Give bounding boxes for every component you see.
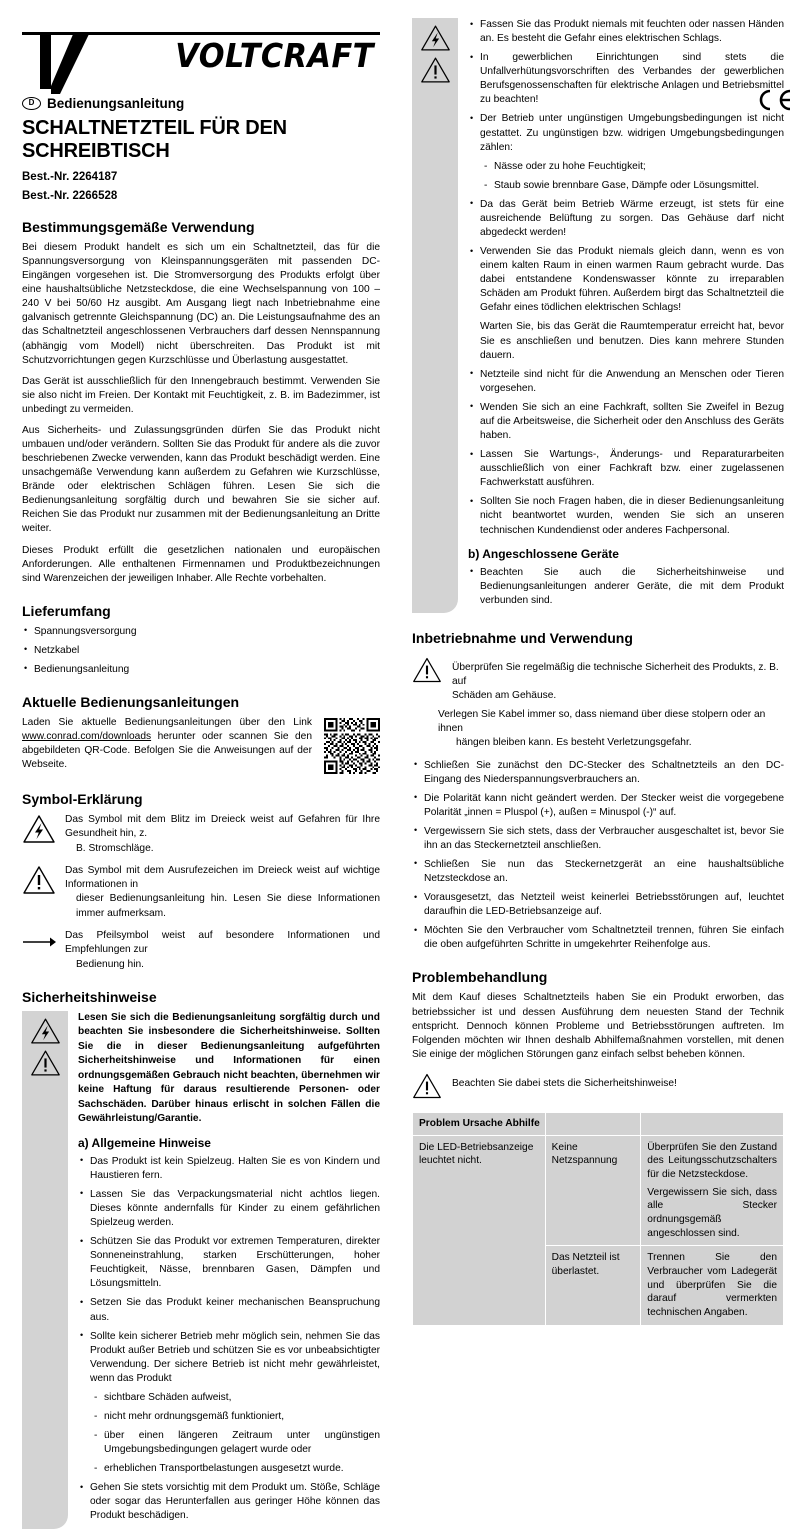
section-current-manuals-heading: Aktuelle Bedienungsanleitungen [22,694,240,711]
table-header [413,1112,784,1135]
downloads-link[interactable]: www.conrad.com/downloads [22,731,152,743]
intended-use-paragraph-3: Aus Sicherheits- und Zulassungsgründen dürfen Sie das Produkt nicht umbauen und/oder verändern. Sollten Sie das Produkt für andere als die zuvor beschriebenen Zwecke verwenden, kann das Produkt beschädigt werden. Eine unsachgemäße Verwendung kann außerdem zu Gefahren wie Kurzschlüsse, Brände oder elektrischen Schlägen führen. Lesen Sie sich die Bedienungsanleitung sorgfältig durch und bewahren Sie sie sicher auf. Reichen Sie das Produkt nur zusammen mit der Bedienungsanleitung an Dritte weiter. [22,424,380,535]
table-header-row [413,1112,784,1135]
list-item: • Verwenden Sie das Produkt niemals gleich dann, wenn es von einem kalten Raum in einen warmen Raum gebracht wurde. Das dabei entstandene Kondenswasser könnte zu irreparablen Schäden am Produkt führen. Außerdem birgt das Schaltnetzteil die Gefahr eines tödlichen elektrischen Schlags! [468,245,784,315]
language-badge: D [22,97,41,110]
symbol-arrow-line1: Das Pfeilsymbol weist auf besondere Informationen und Empfehlungen zur [65,930,380,956]
safety-continued-list-1 [468,18,784,155]
list-item: • In gewerblichen Einrichtungen sind stets die Unfallverhütungsvorschriften des Verbandes der gewerblichen Berufsgenossenschaften für elektrische Anlagen und Betriebsmittel zu beachten! [468,51,784,107]
section-intended-use-heading: Bestimmungsgemäße Verwendung [22,219,255,235]
list-item: • Beachten Sie auch die Sicherheitshinweise und Bedienungsanleitungen anderer Geräte, die mit dem Produkt verbunden sind. [468,566,784,608]
arrow-right-icon [22,929,56,955]
list-item: • Sollten Sie noch Fragen haben, die in dieser Bedienungsanleitung nicht beantwortet wurden, wenden Sie sich an unseren technischen Kundendienst oder anderes Fachpersonal. [468,495,784,537]
document-type-row [22,96,380,111]
safety-continued-list-2 [468,198,784,316]
safety-intro-text: Lesen Sie sich die Bedienungsanleitung sorgfältig durch und beachten Sie insbesondere die Sicherheitshinweise. Sollten Sie die in dieser Bedienungsanleitung aufgeführten Sicherheitshinweise und Informationen für einen ordnungsgemäßen Gebrauch nicht beachten, übernehmen wir keine Haftung für daraus resultierende Personen- oder Sachschäden. Darüber hinaus erlischt in solchen Fällen die Gewährleistung/Garantie. [78,1011,380,1125]
section-troubleshooting-heading: Problembehandlung [412,969,548,986]
symbol-warning-text [65,864,380,921]
list-item: • Schließen Sie nun das Steckernetzgerät an eine haushaltsübliche Netzsteckdose an. [412,858,784,886]
order-number-2: Best.-Nr. 2266528 [22,190,118,202]
remedy-paragraph-2: Vergewissern Sie sich, dass alle Stecker ordnungsgemäß angeschlossen sind. [647,1186,777,1239]
table-cell-problem: Die LED-Betriebsanzeige leuchtet nicht. [413,1135,546,1325]
list-item: • Die Polarität kann nicht geändert werden. Der Stecker weist die vorgegebene Polarität „innen = Pluspol (+), außen = Minuspol (-)“ auf. [412,792,784,820]
operation-note-line2: Schäden am Gehäuse. [452,690,557,702]
list-item: • Fassen Sie das Produkt niemals mit feuchten oder nassen Händen an. Es besteht die Gefahr eines elektrischen Schlags. [468,18,784,46]
list-item: • Vergewissern Sie sich stets, dass der Verbraucher ausgeschaltet ist, bevor Sie ihn an das Steckernetzteil anschließen. [412,825,784,853]
safety-icon-sidebar-continued [412,18,458,613]
section-operation-heading: Inbetriebnahme und Verwendung [412,629,633,646]
list-item: - nicht mehr ordnungsgemäß funktioniert, [94,1410,380,1424]
remedy-paragraph-1: Überprüfen Sie den Zustand des Leitungsschutzschalters für die Netzsteckdose. [647,1141,777,1180]
current-manuals-text [22,716,312,772]
cable-note-line2: hängen bleiben kann. Es besteht Verletzungsgefahr. [456,737,692,749]
safety-general-list-tail [78,1481,380,1523]
safety-block [22,1011,380,1529]
troubleshooting-table [412,1112,784,1326]
troubleshooting-note-text: Beachten Sie dabei stets die Sicherheitshinweise! [452,1077,677,1089]
list-item: • Das Produkt ist kein Spielzeug. Halten Sie es von Kindern und Haustieren fern. [78,1155,380,1183]
list-item: • Vorausgesetzt, das Netzteil weist keinerlei Betriebsstörungen auf, leuchtet daraufhin die LED-Betriebsanzeige auf. [412,891,784,919]
list-item: • Bedienungsanleitung [22,663,380,677]
safety-content [68,1011,380,1529]
symbol-lightning-line1: Das Symbol mit dem Blitz im Dreieck weist auf Gefahren für Ihre Gesundheit hin, z. [65,814,380,840]
table-cell-remedy: Trennen Sie den Verbraucher vom Ladegerät und überprüfen Sie die darauf vermerkten technischen Angaben. [641,1246,784,1325]
list-item: • Schützen Sie das Produkt vor extremen Temperaturen, direkter Sonneneinstrahlung, starken Erschütterungen, hoher Feuchtigkeit, Nässe, brennbaren Gasen, Dämpfen und Lösungsmitteln. [78,1235,380,1291]
safety-unsafe-conditions-list [78,1391,380,1476]
symbol-arrow-text [65,929,380,972]
exclamation-triangle-icon [30,1049,61,1077]
operation-safety-note [412,656,784,704]
document-type-label: Bedienungsanleitung [47,96,185,111]
symbol-warning-line2: dieser Bedienungsanleitung hin. Lesen Sie diese Informationen immer aufmerksam. [76,893,380,919]
brand-name: VOLTCRAFT [175,36,374,75]
intended-use-paragraph-4: Dieses Produkt erfüllt die gesetzlichen nationalen und europäischen Anforderungen. Alle enthaltenen Firmennamen und Produktbezeichnungen sind Warenzeichen der jeweiligen Inhaber. Alle Rechte vorbehalten. [22,544,380,584]
table-header-cell-3 [641,1112,784,1135]
safety-icon-sidebar [22,1011,68,1529]
list-item: - Staub sowie brennbare Gase, Dämpfe oder Lösungsmittel. [484,179,784,193]
exclamation-triangle-icon [412,656,442,684]
exclamation-triangle-icon [22,864,56,895]
list-item: - sichtbare Schäden aufweist, [94,1391,380,1405]
order-number-1: Best.-Nr. 2264187 [22,171,118,183]
exclamation-triangle-icon [412,1072,442,1100]
left-column [22,10,380,1529]
current-manuals-block [22,716,380,774]
table-body [413,1135,784,1325]
list-item: - Nässe oder zu hohe Feuchtigkeit; [484,160,784,174]
list-item: • Netzkabel [22,644,380,658]
list-item: • Spannungsversorgung [22,625,380,639]
table-cell-cause: Keine Netzspannung [545,1135,641,1246]
table-row [413,1135,784,1246]
table-cell-cause: Das Netzteil ist überlastet. [545,1246,641,1325]
list-item: • Gehen Sie stets vorsichtig mit dem Produkt um. Stöße, Schläge oder sogar das Herunterfallen aus geringer Höhe können das Produkt beschädigen. [78,1481,380,1523]
current-manuals-paragraph [22,716,312,772]
safety-subsection-a-heading: a) Allgemeine Hinweise [78,1135,211,1150]
safety-block-continued [412,18,784,613]
masthead [22,10,380,96]
scope-of-delivery-list [22,625,380,677]
section-safety-heading: Sicherheitshinweise [22,988,157,1005]
safety-adverse-conditions-list [468,160,784,193]
section-symbols-heading: Symbol-Erklärung [22,791,143,808]
symbol-warning-line1: Das Symbol mit dem Ausrufezeichen im Dreieck weist auf wichtige Informationen in [65,864,380,891]
list-item: • Der Betrieb unter ungünstigen Umgebungsbedingungen ist nicht gestattet. Zu ungünstigen bzw. widrigen Umgebungsbedingungen zählen: [468,112,784,154]
safety-connected-devices-list [468,566,784,608]
manuals-text-before: Laden Sie aktuelle Bedienungsanleitungen über den Link [22,717,312,729]
symbol-arrow-line2: Bedienung hin. [76,958,144,970]
list-item: • Netzteile sind nicht für die Anwendung an Menschen oder Tieren vorgesehen. [468,368,784,396]
symbol-explanation-warning [22,864,380,921]
manuals-text-after: herunter oder scannen Sie den abgebildeten QR-Code. Befolgen Sie die Anweisungen auf der Webseite. [22,731,312,771]
operation-note-text [452,656,784,704]
symbol-explanation-lightning [22,813,380,856]
safety-subsection-b-heading: b) Angeschlossene Geräte [468,546,619,561]
qr-code-icon [324,718,380,774]
list-item: • Möchten Sie den Verbraucher vom Schaltnetzteil trennen, führen Sie einfach die oben aufgeführten Schritte in umgekehrter Reihenfolge aus. [412,924,784,952]
symbol-lightning-line2: B. Stromschläge. [76,842,154,854]
exclamation-triangle-icon [420,56,451,84]
list-item: - über einen längeren Zeitraum unter ungünstigen Umgebungsbedingungen gelagert wurde oder [94,1429,380,1457]
safety-continued-list-3 [468,368,784,538]
intended-use-paragraph-1: Bei diesem Produkt handelt es sich um ein Schaltnetzteil, das für die Spannungsversorgung von Kleinspannungsgeräten mit passenden DC-Eingängen vorgesehen ist. Die Stromversorgung des Produkts erfolgt über eine haushaltsübliche Netzsteckdose, die eine Wechselspannung von 100 – 240 V bei 50/60 Hz ausgibt. Am Ausgang liegt nach Inbetriebnahme eine galvanisch getrennte Gleichspannung (DC) an. Die Leistungsaufnahme des an das Schaltnetzteil angeschlossenen Verbrauchers darf dessen Nennspannung (abhängig vom Modell) nicht überschreiten. Das Produkt ist mit Schutzvorrichtungen gegen Kurzschlüsse und Überlastung ausgestattet. [22,242,380,366]
list-item: • Setzen Sie das Produkt keiner mechanischen Beanspruchung aus. [78,1296,380,1324]
troubleshooting-intro: Mit dem Kauf dieses Schaltnetzteils haben Sie ein Produkt erworben, das betriebssicher ist und dessen Ausführung dem neuesten Stand der Technik entspricht. Dennoch können Probleme und Betriebsstörungen auftreten. Im Folgenden möchten wir Ihnen deshalb Abhilfemaßnahmen vorstellen, mit denen Sie einige der möglichen Störungen ganz einfach selbst beheben können. [412,992,784,1060]
list-item: • Lassen Sie Wartungs-, Änderungs- und Reparaturarbeiten ausschließlich von einer Fachkraft bzw. einer zugelassenen Fachwerkstatt ausführen. [468,448,784,490]
voltcraft-checkmark-logo [40,32,100,94]
operation-note-line1: Überprüfen Sie regelmäßig die technische Sicherheit des Produkts, z. B. auf [452,661,779,688]
two-column-layout [22,10,784,1529]
symbol-explanation-arrow [22,929,380,972]
operation-steps-list [412,759,784,953]
intended-use-paragraph-2: Das Gerät ist ausschließlich für den Innengebrauch bestimmt. Verwenden Sie sie also nicht im Freien. Der Kontakt mit Feuchtigkeit, z. B. im Badezimmer, ist unbedingt zu vermeiden. [22,375,380,415]
list-item: • Da das Gerät beim Betrieb Wärme erzeugt, ist stets für eine ausreichende Belüftung zu sorgen. Das Gehäuse darf nicht abgedeckt werden! [468,198,784,240]
table-cell-remedy [641,1135,784,1246]
list-item: • Schließen Sie zunächst den DC-Stecker des Schaltnetzteils an den DC-Eingang des Niederspannungsverbrauchers an. [412,759,784,787]
lightning-triangle-icon [30,1017,61,1045]
lightning-triangle-icon [420,24,451,52]
section-scope-of-delivery-heading: Lieferumfang [22,602,111,619]
cable-routing-note [412,708,784,751]
table-header-cell-2 [545,1112,641,1135]
list-item: • Lassen Sie das Verpackungsmaterial nicht achtlos liegen. Dieses könnte andernfalls für Kinder zu einem gefährlichen Spielzeug werden. [78,1188,380,1230]
list-item: • Wenden Sie sich an eine Fachkraft, sollten Sie Zweifel in Bezug auf die Arbeitsweise, die Sicherheit oder den Anschluss des Geräts haben. [468,401,784,443]
lightning-triangle-icon [22,813,56,844]
symbol-lightning-text [65,813,380,856]
safety-general-list [78,1155,380,1386]
right-column [412,10,784,1326]
safety-cold-room-note: Warten Sie, bis das Gerät die Raumtemperatur erreicht hat, bevor Sie es anschließen und benutzen. Dies kann mehrere Stunden dauern. [480,321,784,361]
page-title: SCHALTNETZTEIL FÜR DEN SCHREIBTISCH [22,117,287,162]
troubleshooting-safety-note [412,1072,784,1100]
table-header-cell-1: Problem Ursache Abhilfe [413,1112,546,1135]
safety-content-continued [458,18,784,613]
cable-note-line1: Verlegen Sie Kabel immer so, dass niemand über diese stolpern oder an ihnen [438,708,766,734]
list-item: - erheblichen Transportbelastungen ausgesetzt wurde. [94,1462,380,1476]
list-item: • Sollte kein sicherer Betrieb mehr möglich sein, nehmen Sie das Produkt außer Betrieb und schützen Sie es vor unbeabsichtigter Verwendung. Der sichere Betrieb ist nicht mehr gewährleistet, wenn das Produkt [78,1330,380,1386]
